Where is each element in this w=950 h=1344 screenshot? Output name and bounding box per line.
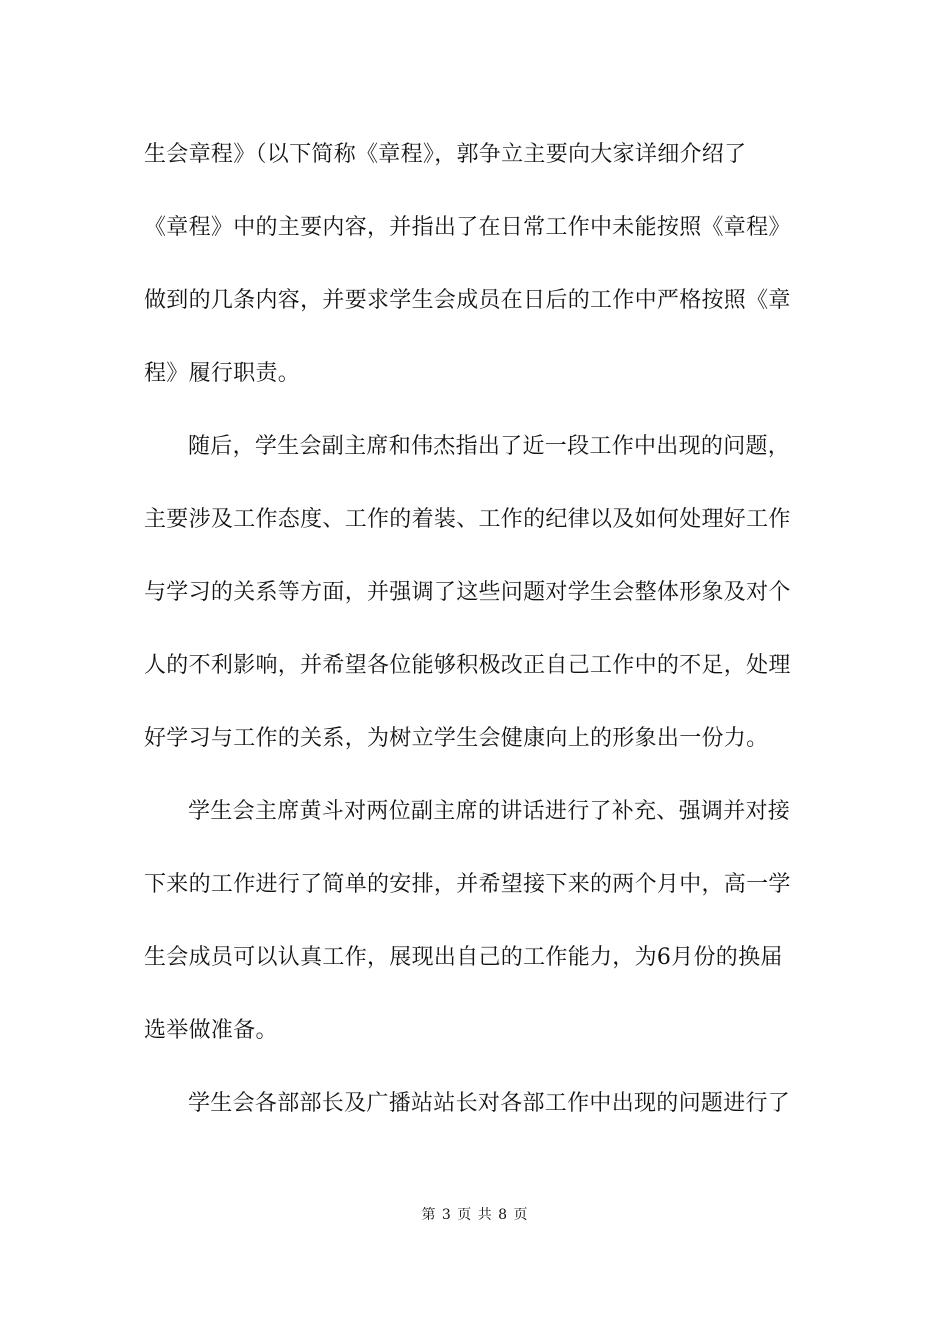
paragraph-first-line: 随后，学生会副主席和伟杰指出了近一段工作中出现的问题， bbox=[188, 434, 791, 459]
paragraph-first-line: 学生会各部部长及广播站站长对各部工作中出现的问题进行了 bbox=[188, 1091, 791, 1116]
text-line: 生会成员可以认真工作，展现出自己的工作能力，为6月份的换届 bbox=[144, 945, 783, 970]
text-line: 与学习的关系等方面，并强调了这些问题对学生会整体形象及对个 bbox=[144, 580, 791, 605]
paragraph-first-line: 学生会主席黄斗对两位副主席的讲话进行了补充、强调并对接 bbox=[188, 799, 791, 824]
text-line: 程》履行职责。 bbox=[144, 361, 301, 386]
text-line: 生会章程》（以下简称《章程》，郭争立主要向大家详细介绍了 bbox=[144, 142, 747, 167]
text-line: 主要涉及工作态度、工作的着装、工作的纪律以及如何处理好工作 bbox=[144, 507, 791, 532]
text-line: 人的不利影响，并希望各位能够积极改正自己工作中的不足，处理 bbox=[144, 653, 791, 678]
text-line: 做到的几条内容，并要求学生会成员在日后的工作中严格按照《章 bbox=[144, 288, 791, 313]
text-line: 选举做准备。 bbox=[144, 1018, 278, 1043]
page-number-footer: 第 3 页 共 8 页 bbox=[421, 1207, 529, 1223]
text-line: 《章程》中的主要内容，并指出了在日常工作中未能按照《章程》 bbox=[144, 215, 791, 240]
text-line: 好学习与工作的关系，为树立学生会健康向上的形象出一份力。 bbox=[144, 726, 769, 751]
text-line: 下来的工作进行了简单的安排，并希望接下来的两个月中，高一学 bbox=[144, 872, 791, 897]
